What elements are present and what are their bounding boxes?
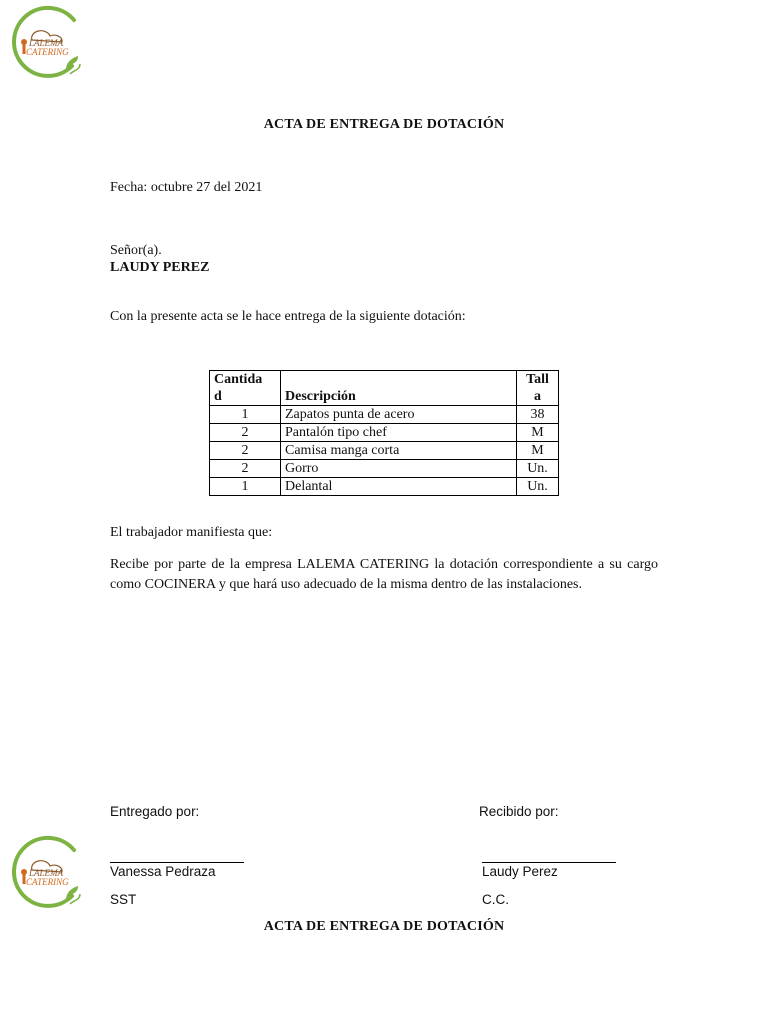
intro-text: Con la presente acta se le hace entrega de la siguiente dotación: <box>110 309 466 324</box>
worker-statement-label: El trabajador manifiesta que: <box>110 525 273 540</box>
next-page-title: ACTA DE ENTREGA DE DOTACIÓN <box>263 919 505 934</box>
row-description: Delantal <box>281 478 517 496</box>
header-description: Descripción <box>281 371 517 406</box>
date-line: Fecha: octubre 27 del 2021 <box>110 180 263 195</box>
delivered-signature-line <box>110 862 244 863</box>
received-by-label: Recibido por: <box>479 804 559 819</box>
document-title: ACTA DE ENTREGA DE DOTACIÓN <box>263 117 505 132</box>
row-size: M <box>517 424 559 442</box>
row-quantity: 2 <box>210 424 281 442</box>
header-size-line2: a <box>534 389 541 404</box>
table-row <box>210 478 559 496</box>
table-row <box>210 424 559 442</box>
row-size: Un. <box>517 478 559 496</box>
svg-text:LALEMA: LALEMA <box>29 868 64 878</box>
delivered-role: SST <box>110 892 137 907</box>
logo-icon <box>2 834 82 914</box>
row-size: Un. <box>517 460 559 478</box>
row-quantity: 1 <box>210 406 281 424</box>
company-logo <box>2 4 82 84</box>
header-size <box>517 371 559 406</box>
row-quantity: 1 <box>210 478 281 496</box>
table-row <box>210 406 559 424</box>
row-description: Pantalón tipo chef <box>281 424 517 442</box>
table-row <box>210 460 559 478</box>
header-quantity-line2: d <box>214 389 222 404</box>
svg-text:CATERING: CATERING <box>26 47 69 57</box>
table-header-row <box>210 371 559 406</box>
items-table <box>209 370 559 496</box>
received-signature-line <box>482 862 616 863</box>
header-quantity-line1: Cantida <box>214 372 263 387</box>
row-description: Gorro <box>281 460 517 478</box>
salutation: Señor(a). <box>110 243 162 258</box>
delivered-name: Vanessa Pedraza <box>110 864 216 879</box>
row-quantity: 2 <box>210 442 281 460</box>
svg-text:CATERING: CATERING <box>26 877 69 887</box>
recipient-name: LAUDY PEREZ <box>110 260 210 275</box>
row-size: 38 <box>517 406 559 424</box>
header-size-line1: Tall <box>526 372 549 387</box>
header-quantity <box>210 371 281 406</box>
row-size: M <box>517 442 559 460</box>
row-description: Camisa manga corta <box>281 442 517 460</box>
row-quantity: 2 <box>210 460 281 478</box>
company-logo-footer <box>2 834 82 914</box>
row-description: Zapatos punta de acero <box>281 406 517 424</box>
table-row <box>210 442 559 460</box>
worker-statement: Recibe por parte de la empresa LALEMA CATERING la dotación correspondiente a su cargo como COCINERA y que hará uso adecuado de la misma dentro de las instalaciones. <box>110 557 658 592</box>
received-id: C.C. <box>482 892 509 907</box>
logo-icon <box>2 4 82 84</box>
received-name: Laudy Perez <box>482 864 558 879</box>
svg-text:LALEMA: LALEMA <box>29 38 64 48</box>
delivered-by-label: Entregado por: <box>110 804 200 819</box>
